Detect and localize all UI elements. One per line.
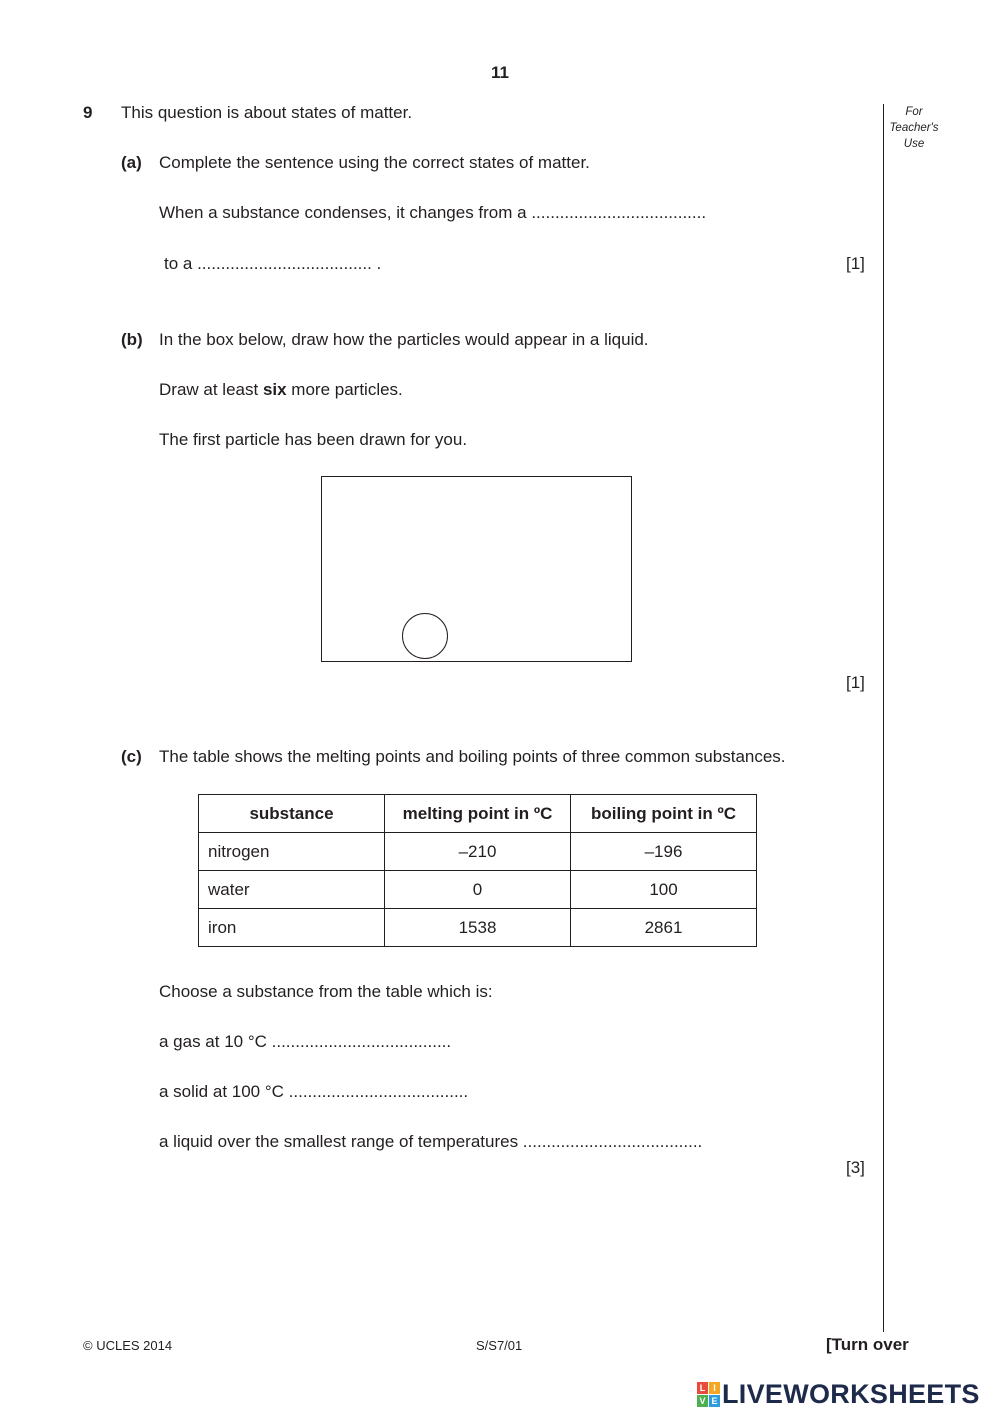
header-substance: substance [199, 795, 385, 833]
part-c-prompt: Choose a substance from the table which is: [159, 982, 493, 1001]
logo-square: I [709, 1382, 720, 1394]
teacher-use-line-3: Use [903, 138, 925, 150]
part-c-question-liquid[interactable]: a liquid over the smallest range of temperatures ...................................... [159, 1132, 703, 1151]
part-c-question-solid[interactable]: a solid at 100 °C ...................................... [159, 1082, 469, 1101]
substances-table [198, 794, 757, 947]
header-melting-point: melting point in ºC [385, 795, 571, 833]
liveworksheets-logo-icon [697, 1382, 719, 1406]
table-header-row [199, 795, 757, 833]
part-c-mark: [3] [846, 1158, 865, 1177]
draw-bold-word: six [262, 380, 287, 399]
substance-cell: nitrogen [199, 833, 385, 871]
melting-point-cell: 1538 [385, 909, 571, 947]
melting-point-cell: –210 [385, 833, 571, 871]
table-row [199, 871, 757, 909]
teacher-use-label [884, 104, 944, 152]
boiling-point-cell: 2861 [571, 909, 757, 947]
header-boiling-point: boiling point in ºC [571, 795, 757, 833]
question-number: 9 [83, 103, 93, 122]
part-b-draw-instruction [159, 380, 403, 400]
part-c-instruction: The table shows the melting points and boiling points of three common substances. [159, 747, 786, 766]
part-b-mark: [1] [846, 673, 865, 692]
part-a-instruction: Complete the sentence using the correct states of matter. [159, 153, 590, 172]
teacher-margin-line [883, 104, 884, 1332]
liveworksheets-logo-text: LIVEWORKSHEETS [722, 1378, 980, 1409]
table-row [199, 833, 757, 871]
logo-square: V [697, 1395, 708, 1407]
turn-over: [Turn over [826, 1335, 909, 1354]
substance-cell: water [199, 871, 385, 909]
melting-point-cell: 0 [385, 871, 571, 909]
paper-code: S/S7/01 [476, 1338, 523, 1353]
table-row [199, 909, 757, 947]
part-a-sentence-line-1[interactable]: When a substance condenses, it changes from a ..................................... [159, 203, 707, 222]
draw-prefix: Draw at least [159, 380, 263, 399]
liveworksheets-logo [697, 1379, 980, 1409]
part-b-label: (b) [121, 330, 143, 349]
part-a-sentence-line-2[interactable]: to a ..................................... . [164, 254, 382, 273]
part-c-label: (c) [121, 747, 142, 766]
boiling-point-cell: 100 [571, 871, 757, 909]
part-c-question-gas[interactable]: a gas at 10 °C ...................................... [159, 1032, 452, 1051]
substance-cell: iron [199, 909, 385, 947]
logo-square: E [709, 1395, 720, 1407]
teacher-use-line-2: Teacher's [889, 122, 939, 134]
teacher-use-line-1: For [905, 106, 923, 118]
boiling-point-cell: –196 [571, 833, 757, 871]
question-intro: This question is about states of matter. [121, 103, 413, 122]
draw-suffix: more particles. [286, 380, 403, 399]
part-b-note: The first particle has been drawn for you. [159, 430, 468, 449]
part-a-label: (a) [121, 153, 142, 172]
logo-square: L [697, 1382, 708, 1394]
part-b-instruction: In the box below, draw how the particles would appear in a liquid. [159, 330, 649, 349]
part-a-mark: [1] [846, 254, 865, 273]
page-number: 11 [491, 63, 509, 82]
particle-drawing-box[interactable] [321, 476, 632, 662]
copyright: © UCLES 2014 [83, 1338, 173, 1353]
particle-circle-icon [402, 613, 448, 659]
